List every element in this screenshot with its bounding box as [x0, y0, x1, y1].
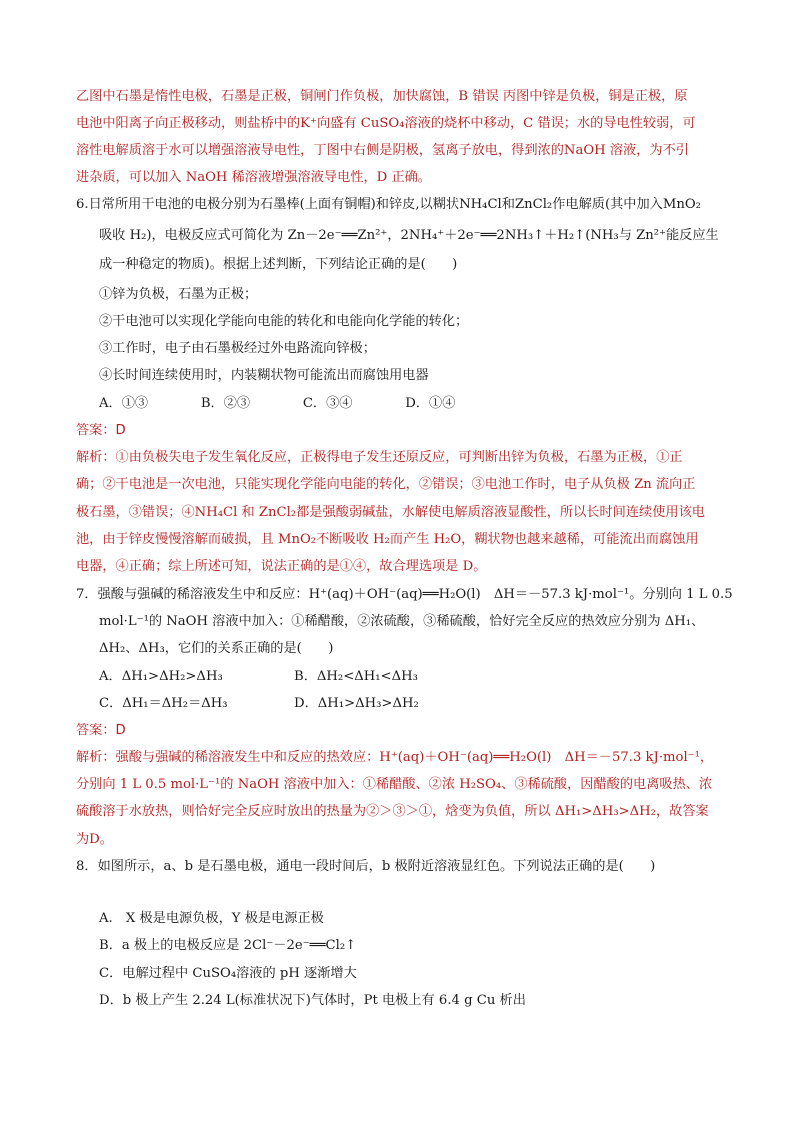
text-line-l21: ΔH₂、ΔH₃，它们的关系正确的是( )	[99, 641, 334, 656]
text-line-l7: 成一种稳定的物质)。根据上述判断，下列结论正确的是( )	[99, 257, 458, 272]
text-line-l12: A．①③ B．②③ C．③④ D．①④	[99, 396, 456, 411]
text-line-l10: ③工作时，电子由石墨极经过外电路流向锌极；	[99, 341, 376, 356]
text-line-l8: ①锌为负极，石墨为正极；	[99, 287, 258, 302]
text-line-l5: 6.日常所用干电池的电极分别为石墨棒(上面有铜帽)和锌皮,以糊状NH₄Cl和ZnCl₂作电解质(其中加入MnO₂	[76, 197, 701, 212]
text-line-l23b: D．ΔH₁>ΔH₃>ΔH₂	[294, 696, 419, 711]
text-line-l25: 解析：强酸与强碱的稀溶液发生中和反应的热效应：H⁺(aq)＋OH⁻(aq)══H₂O(l) ΔH＝－57.3 kJ·mol⁻¹，	[76, 750, 714, 765]
text-line-l28: 为D。	[76, 832, 113, 847]
text-line-l6: 吸收 H₂)，电极反应式可简化为 Zn－2e⁻══Zn²⁺，2NH₄⁺＋2e⁻══2NH₃↑＋H₂↑(NH₃与 Zn²⁺能反应生	[99, 228, 719, 243]
text-line-l1: 乙图中石墨是惰性电极，石墨是正极，铜闸门作负极，加快腐蚀，B 错误 丙图中锌是负极，铜是正极，原	[76, 89, 688, 104]
text-line-l33: D．b 极上产生 2.24 L(标准状况下)气体时，Pt 电极上有 6.4 g Cu 析出	[99, 993, 526, 1008]
text-line-l22b: B．ΔH₂<ΔH₁<ΔH₃	[294, 669, 418, 684]
text-line-l20: mol·L⁻¹的 NaOH 溶液中加入：①稀醋酸，②浓硫酸，③稀硫酸，恰好完全反应的热效应分别为 ΔH₁、	[99, 614, 705, 629]
text-line-l14: 解析：①由负极失电子发生氧化反应，正极得电子发生还原反应，可判断出锌为负极，石墨为正极，①正	[76, 450, 683, 465]
text-line-l26: 分别向 1 L 0.5 mol·L⁻¹的 NaOH 溶液中加入：①稀醋酸、②浓 H₂SO₄、③稀硫酸，因醋酸的电离吸热、浓	[76, 777, 713, 792]
text-line-l11: ④长时间连续使用时，内装糊状物可能流出而腐蚀用电器	[99, 368, 429, 383]
text-line-l29: 8．如图所示，a、b 是石墨电极，通电一段时间后，b 极附近溶液显红色。下列说法正确的是( )	[76, 859, 656, 874]
text-line-l18: 电器，④正确；综上所述可知，说法正确的是①④，故合理选项是 D。	[76, 559, 487, 574]
text-line-l13: 答案：D	[76, 423, 126, 438]
text-line-l23a: C．ΔH₁＝ΔH₂＝ΔH₃	[99, 696, 228, 711]
text-line-l19: 7．强酸与强碱的稀溶液发生中和反应：H⁺(aq)＋OH⁻(aq)══H₂O(l) ΔH＝－57.3 kJ·mol⁻¹。分别向 1 L 0.5	[76, 587, 733, 602]
text-line-l4: 进杂质，可以加入 NaOH 稀溶液增强溶液导电性，D 正确。	[76, 170, 431, 185]
text-line-l15: 确；②干电池是一次电池，只能实现化学能向电能的转化，②错误；③电池工作时，电子从负极 Zn 流向正	[76, 477, 696, 492]
text-line-l9: ②干电池可以实现化学能向电能的转化和电能向化学能的转化；	[99, 314, 469, 329]
text-line-l3: 溶性电解质溶于水可以增强溶液导电性，丁图中右侧是阴极，氢离子放电，得到浓的NaOH 溶液，为不引	[76, 143, 689, 158]
text-line-l31: B．a 极上的电极反应是 2Cl⁻－2e⁻══Cl₂↑	[99, 938, 357, 953]
text-line-l22a: A．ΔH₁>ΔH₂>ΔH₃	[99, 669, 223, 684]
text-line-l24: 答案：D	[76, 723, 126, 738]
text-line-l27: 硫酸溶于水放热，则恰好完全反应时放出的热量为②＞③＞①，焓变为负值，所以 ΔH₁>ΔH₃>ΔH₂，故答案	[76, 804, 709, 819]
text-line-l32: C．电解过程中 CuSO₄溶液的 pH 逐渐增大	[99, 966, 357, 981]
text-line-l30: A. X 极是电源负极，Y 极是电源正极	[99, 911, 324, 926]
text-line-l2: 电池中阳离子向正极移动，则盐桥中的K⁺向盛有 CuSO₄溶液的烧杯中移动，C 错误；水的导电性较弱，可	[76, 116, 696, 131]
text-line-l16: 极石墨，③错误；④NH₄Cl 和 ZnCl₂都是强酸弱碱盐，水解使电解质溶液显酸性，所以长时间连续使用该电	[76, 505, 705, 520]
text-line-l17: 池，由于锌皮慢慢溶解而破损，且 MnO₂不断吸收 H₂而产生 H₂O，糊状物也越来越稀，可能流出而腐蚀用	[76, 532, 699, 547]
